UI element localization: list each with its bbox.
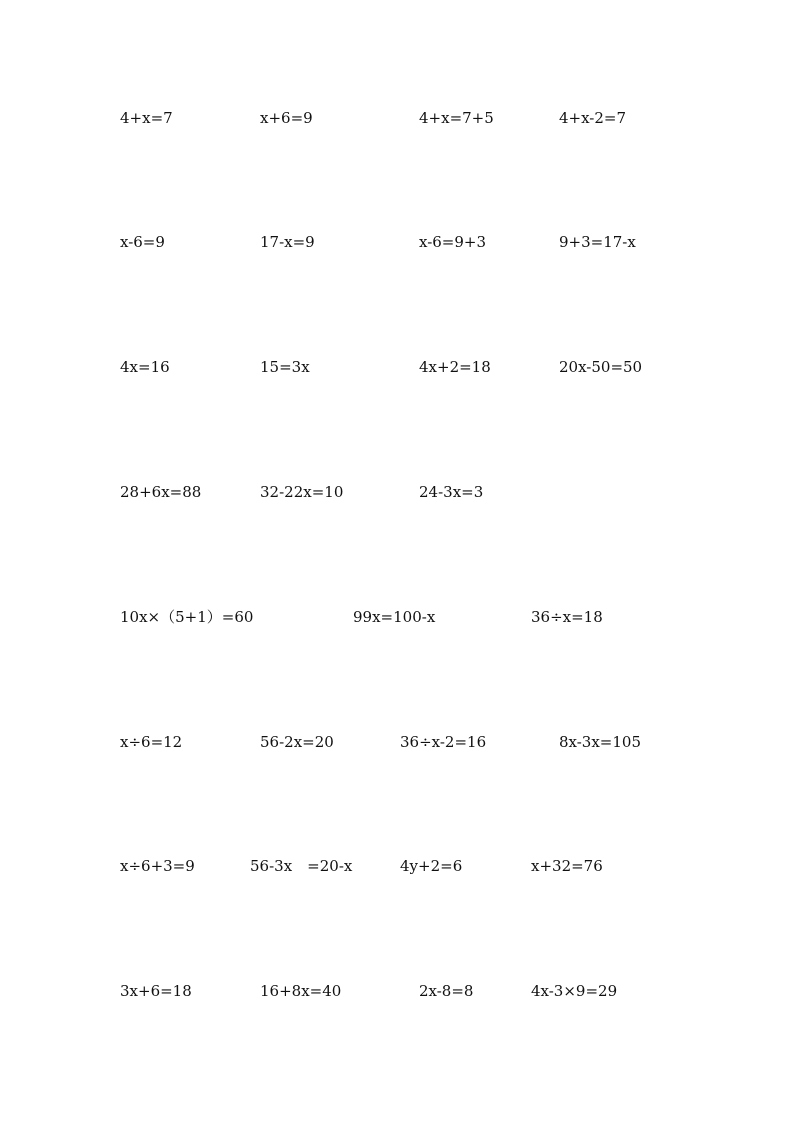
equation: 10x×（5+1）=60 [120, 608, 254, 626]
equation: 9+3=17-x [559, 233, 636, 251]
equation: x+32=76 [531, 857, 603, 875]
equation: 99x=100-x [353, 608, 436, 626]
equation: 4+x=7+5 [419, 109, 494, 127]
equation: 4y+2=6 [400, 857, 463, 875]
equation: x÷6+3=9 [120, 857, 195, 875]
equation: 36÷x=18 [531, 608, 603, 626]
equation: 28+6x=88 [120, 483, 202, 501]
equation: 4x-3×9=29 [531, 982, 618, 1000]
equation: 16+8x=40 [260, 982, 342, 1000]
equation: 4x+2=18 [419, 358, 491, 376]
equation: 56-3x =20-x [250, 857, 353, 875]
equation: 24-3x=3 [419, 483, 484, 501]
equation: 17-x=9 [260, 233, 315, 251]
equation: 8x-3x=105 [559, 733, 642, 751]
equation: 4+x=7 [120, 109, 173, 127]
equation: x÷6=12 [120, 733, 183, 751]
equation: 15=3x [260, 358, 310, 376]
equation: 4x=16 [120, 358, 170, 376]
equation: 3x+6=18 [120, 982, 192, 1000]
equation: 2x-8=8 [419, 982, 474, 1000]
equation: 20x-50=50 [559, 358, 643, 376]
equation: 32-22x=10 [260, 483, 344, 501]
equation: 36÷x-2=16 [400, 733, 487, 751]
equation: x-6=9 [120, 233, 165, 251]
equation: x-6=9+3 [419, 233, 487, 251]
equation: 4+x-2=7 [559, 109, 627, 127]
equation: 56-2x=20 [260, 733, 334, 751]
equation: x+6=9 [260, 109, 313, 127]
